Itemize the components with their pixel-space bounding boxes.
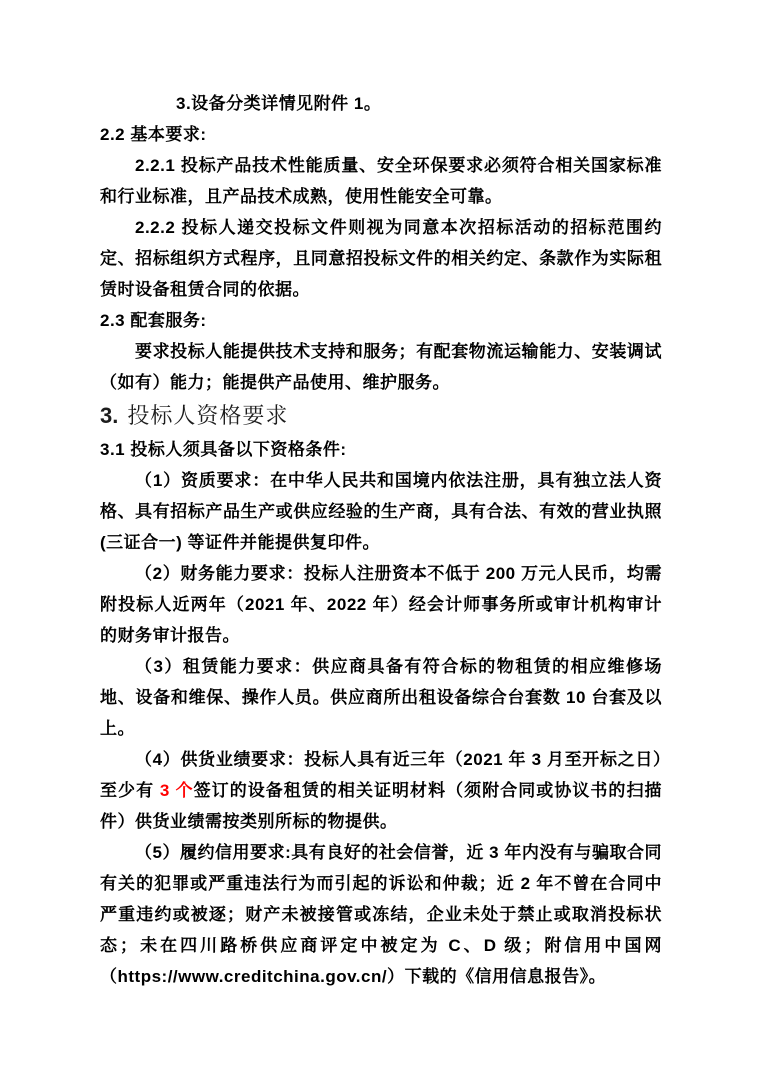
item-4-text-after: 签订的设备租赁的相关证明材料（须附合同或协议书的扫描件）供货业绩需按类别所标的物提供。 <box>100 781 662 831</box>
qualification-item-5: （5）履约信用要求:具有良好的社会信誉，近 3 年内没有与骗取合同有关的犯罪或严重违法行为而引起的诉讼和仲裁；近 2 年不曾在合同中严重违约或被逐；财产未被接管或冻结，企业未处于禁止或取消投标状态；未在四川路桥供应商评定中被定为 C、D 级；附信用中国网（https://www.creditchina.gov.cn/）下载的《信用信息报告》。 <box>100 843 662 986</box>
item-4-text-before: （4）供货业绩要求：投标人具有近三年（2021 年 3 月至开标之日）至少有 <box>100 750 662 800</box>
attachment-note: 3.设备分类详情见附件 1。 <box>176 94 382 113</box>
section-3-title: 投标人资格要求 <box>127 403 289 428</box>
section-2-2-heading: 2.2 基本要求: <box>100 125 207 144</box>
section-3-heading <box>100 398 662 434</box>
clause-2-2-1: 2.2.1 投标产品技术性能质量、安全环保要求必须符合相关国家标准和行业标准，且产品技术成熟，使用性能安全可靠。 <box>100 156 662 206</box>
clause-2-3-body: 要求投标人能提供技术支持和服务；有配套物流运输能力、安装调试（如有）能力；能提供产品使用、维护服务。 <box>100 342 662 392</box>
qualification-item-1: （1）资质要求：在中华人民共和国境内依法注册，具有独立法人资格、具有招标产品生产或供应经验的生产商，具有合法、有效的营业执照(三证合一) 等证件并能提供复印件。 <box>100 471 662 552</box>
section-2-3-heading: 2.3 配套服务: <box>100 311 207 330</box>
qualification-item-4 <box>100 744 662 837</box>
section-3-number: 3. <box>100 403 119 428</box>
clause-2-2-2: 2.2.2 投标人递交投标文件则视为同意本次招标活动的招标范围约定、招标组织方式程序，且同意招投标文件的相关约定、条款作为实际租赁时设备租赁合同的依据。 <box>100 218 662 299</box>
qualification-item-3: （3）租赁能力要求：供应商具备有符合标的物租赁的相应维修场地、设备和维保、操作人员。供应商所出租设备综合台套数 10 台套及以上。 <box>100 657 662 738</box>
highlight-red-count: 3 个 <box>159 781 194 800</box>
qualification-item-2: （2）财务能力要求：投标人注册资本不低于 200 万元人民币，均需附投标人近两年（2021 年、2022 年）经会计师事务所或审计机构审计的财务审计报告。 <box>100 564 662 645</box>
clause-3-1-heading: 3.1 投标人须具备以下资格条件: <box>100 440 347 459</box>
